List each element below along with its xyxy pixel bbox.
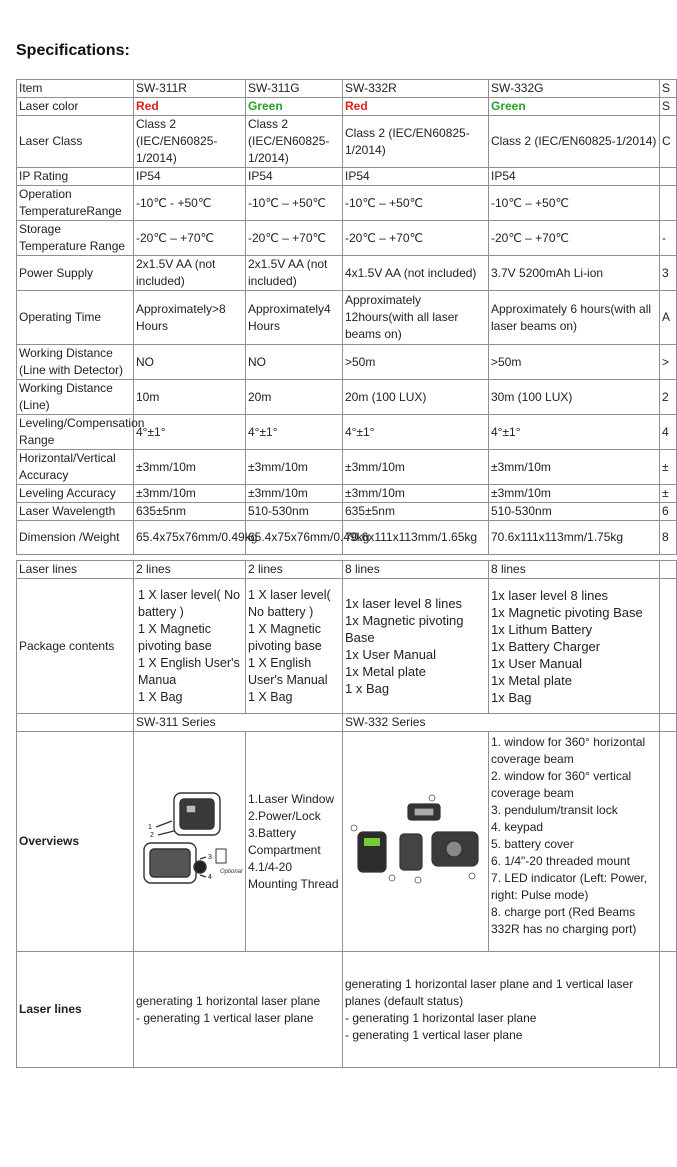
cut-cell: ±: [660, 485, 677, 503]
spec-cell: 4°±1°: [343, 415, 489, 450]
spec-cell: NO: [134, 345, 246, 380]
table-row: [17, 952, 677, 1068]
series-sw311: SW-311 Series: [134, 714, 343, 732]
spec-cell: IP54: [134, 168, 246, 186]
list-item: 1x Battery Charger: [491, 639, 601, 654]
table-row: [17, 732, 677, 952]
list-item: 1 X laser level( No battery ): [248, 587, 331, 619]
svg-text:2: 2: [150, 831, 154, 839]
table-row: [17, 256, 677, 291]
row-label: Laser color: [17, 98, 134, 116]
spec-cell: SW-332G: [489, 80, 660, 98]
spec-cell: 70.6x111x113mm/1.75kg: [489, 521, 660, 555]
row-label: Laser Class: [17, 116, 134, 168]
spec-cell: Red: [343, 98, 489, 116]
sw311-laser-lines-desc: [134, 952, 343, 1068]
spec-cell: IP54: [489, 168, 660, 186]
list-item: 1x User Manual: [345, 647, 437, 662]
spec-cell: -20℃ – +70℃: [343, 221, 489, 256]
table-row: [17, 80, 677, 98]
spec-cell: -10℃ – +50℃: [246, 186, 343, 221]
optional-caption: Optional: [220, 868, 243, 875]
list-item: - generating 1 vertical laser plane: [345, 1027, 523, 1042]
spec-cell: -10℃ - +50℃: [134, 186, 246, 221]
svg-text:4: 4: [208, 873, 212, 881]
table-row: [17, 221, 677, 256]
spec-cell: ±3mm/10m: [489, 450, 660, 485]
row-label: Laser Wavelength: [17, 503, 134, 521]
list-item: 4.1/4-20 Mounting Thread: [248, 859, 339, 891]
spec-cell: 70.6x111x113mm/1.65kg: [343, 521, 489, 555]
svg-text:3: 3: [208, 853, 212, 861]
spec-cell: Approximately>8 Hours: [134, 291, 246, 345]
cut-cell: 3: [660, 256, 677, 291]
list-item: generating 1 horizontal laser plane and 1 vertical laser planes (default status): [345, 976, 634, 1008]
row-label: Leveling Accuracy: [17, 485, 134, 503]
row-label: Storage Temperature Range: [17, 221, 134, 256]
list-item: 1 X Magnetic pivoting base: [138, 621, 212, 653]
list-item: 1x Metal plate: [491, 673, 572, 688]
list-item: 3.Battery Compartment: [248, 825, 321, 857]
spec-cell: 10m: [134, 380, 246, 415]
spec-cell: -20℃ – +70℃: [134, 221, 246, 256]
spec-cell: ±3mm/10m: [246, 485, 343, 503]
spec-cell: 2x1.5V AA (not included): [246, 256, 343, 291]
spec-cell: ±3mm/10m: [246, 450, 343, 485]
spec-cell: SW-311G: [246, 80, 343, 98]
spec-cell: 635±5nm: [134, 503, 246, 521]
list-item: 1 x Bag: [345, 681, 390, 696]
spec-cell: 65.4x75x76mm/0.49kg: [134, 521, 246, 555]
spec-cell: Class 2 (IEC/EN60825-1/2014): [246, 116, 343, 168]
spec-cell: 510-530nm: [489, 503, 660, 521]
list-item: - generating 1 horizontal laser plane: [345, 1010, 537, 1025]
spec-cell: SW-332R: [343, 80, 489, 98]
cut-cell: [660, 732, 677, 952]
sw311-overview-list: [246, 732, 343, 952]
table-row: [17, 714, 677, 732]
spec-cell: IP54: [246, 168, 343, 186]
spec-cell: Approximately4 Hours: [246, 291, 343, 345]
spec-cell: Approximately 6 hours(with all laser beams on): [489, 291, 660, 345]
spec-cell: ±3mm/10m: [134, 485, 246, 503]
spec-cell: Class 2 (IEC/EN60825-1/2014): [134, 116, 246, 168]
spec-cell: IP54: [343, 168, 489, 186]
cell-sw332g: 8 lines: [489, 561, 660, 579]
list-item: 1x Metal plate: [345, 664, 426, 679]
laser-level-8-lines-illustration: [348, 792, 484, 892]
list-item: 7. LED indicator (Left: Power, right: Pulse mode): [491, 871, 648, 902]
specifications-table: [16, 79, 677, 555]
row-label: Leveling/Compensation Range: [17, 415, 134, 450]
laser-level-illustration: [136, 787, 244, 897]
cell-sw311r: 2 lines: [134, 561, 246, 579]
cut-cell: [660, 714, 677, 732]
list-item: 2. window for 360° vertical coverage beam: [491, 769, 632, 800]
spec-cell: 65.4x75x76mm/0.49kg: [246, 521, 343, 555]
row-label: Package contents: [17, 579, 134, 714]
table-row: [17, 186, 677, 221]
list-item: 4. keypad: [491, 820, 544, 834]
table-row: [17, 291, 677, 345]
list-item: 1x Lithum Battery: [491, 622, 593, 637]
spec-cell: 4°±1°: [134, 415, 246, 450]
cut-cell: [660, 168, 677, 186]
page-title: Specifications:: [16, 42, 130, 59]
list-item: 1x laser level 8 lines: [491, 588, 609, 603]
spec-cell: Green: [489, 98, 660, 116]
cut-cell: C: [660, 116, 677, 168]
list-item: 6. 1/4"-20 threaded mount: [491, 854, 631, 868]
cut-cell: -: [660, 221, 677, 256]
list-item: 1. window for 360° horizontal coverage beam: [491, 735, 646, 766]
spec-cell: 3.7V 5200mAh Li-ion: [489, 256, 660, 291]
table-row: [17, 503, 677, 521]
spec-cell: Class 2 (IEC/EN60825-1/2014): [489, 116, 660, 168]
spec-cell: Approximately 12hours(with all laser beams on): [343, 291, 489, 345]
row-label: Horizontal/Vertical Accuracy: [17, 450, 134, 485]
list-item: 5. battery cover: [491, 837, 574, 851]
spec-cell: >50m: [343, 345, 489, 380]
row-label: Working Distance (Line): [17, 380, 134, 415]
row-label: Power Supply: [17, 256, 134, 291]
spec-cell: 4°±1°: [246, 415, 343, 450]
cut-cell: [660, 952, 677, 1068]
table-row: [17, 98, 677, 116]
series-sw332: SW-332 Series: [343, 714, 660, 732]
spec-cell: Green: [246, 98, 343, 116]
package-sw311r: [134, 579, 246, 714]
list-item: 1x Magnetic pivoting Base: [345, 613, 464, 645]
package-sw332g: [489, 579, 660, 714]
spec-cell: Red: [134, 98, 246, 116]
spec-cell: NO: [246, 345, 343, 380]
list-item: generating 1 horizontal laser plane: [136, 993, 321, 1008]
spec-cell: ±3mm/10m: [343, 485, 489, 503]
sw332-illustration-cell: [343, 732, 489, 952]
row-label: Operating Time: [17, 291, 134, 345]
spec-cell: 4°±1°: [489, 415, 660, 450]
list-item: 1.Laser Window: [248, 791, 335, 806]
table-row: [17, 380, 677, 415]
table-row: [17, 561, 677, 579]
package-sw332r: [343, 579, 489, 714]
package-sw311g: [246, 579, 343, 714]
spec-cell: -20℃ – +70℃: [489, 221, 660, 256]
spec-cell: SW-311R: [134, 80, 246, 98]
cell-sw311g: 2 lines: [246, 561, 343, 579]
list-item: 1 X Bag: [138, 689, 183, 704]
cut-cell: 8: [660, 521, 677, 555]
list-item: 1x User Manual: [491, 656, 583, 671]
list-item: 1 X Magnetic pivoting base: [248, 621, 322, 653]
cut-cell: 2: [660, 380, 677, 415]
table-row: [17, 485, 677, 503]
svg-text:1: 1: [148, 823, 152, 831]
cut-cell: S: [660, 98, 677, 116]
spec-cell: 2x1.5V AA (not included): [134, 256, 246, 291]
cut-cell: >: [660, 345, 677, 380]
list-item: 1x Bag: [491, 690, 532, 705]
spec-cell: 510-530nm: [246, 503, 343, 521]
cut-cell: S: [660, 80, 677, 98]
list-item: 1 X English User's Manua: [138, 655, 240, 687]
row-label: Laser lines: [17, 561, 134, 579]
list-item: - generating 1 vertical laser plane: [136, 1010, 314, 1025]
spec-cell: ±3mm/10m: [343, 450, 489, 485]
spec-cell: -20℃ – +70℃: [246, 221, 343, 256]
list-item: 1x laser level 8 lines: [345, 596, 463, 611]
spec-cell: 20m: [246, 380, 343, 415]
cut-cell: A: [660, 291, 677, 345]
list-item: 1 X English User's Manual: [248, 655, 328, 687]
sw332-overview-list: [489, 732, 660, 952]
cut-cell: [660, 561, 677, 579]
row-label: Dimension /Weight: [17, 521, 134, 555]
table-row: [17, 415, 677, 450]
list-item: 1x Magnetic pivoting Base: [491, 605, 643, 620]
list-item: 1 X Bag: [248, 689, 293, 704]
spec-cell: Class 2 (IEC/EN60825-1/2014): [343, 116, 489, 168]
package-overview-table: [16, 560, 677, 1068]
spec-cell: 20m (100 LUX): [343, 380, 489, 415]
spec-cell: -10℃ – +50℃: [343, 186, 489, 221]
spec-cell: >50m: [489, 345, 660, 380]
table-row: [17, 116, 677, 168]
spec-cell: ±3mm/10m: [489, 485, 660, 503]
list-item: 2.Power/Lock: [248, 808, 321, 823]
cut-cell: ±: [660, 450, 677, 485]
cut-cell: 6: [660, 503, 677, 521]
row-label: Laser lines: [17, 952, 134, 1068]
row-label: Item: [17, 80, 134, 98]
spec-cell: 4x1.5V AA (not included): [343, 256, 489, 291]
table-row: [17, 521, 677, 555]
table-row: [17, 168, 677, 186]
row-label: Working Distance (Line with Detector): [17, 345, 134, 380]
row-label: Overviews: [17, 732, 134, 952]
empty-cell: [17, 714, 134, 732]
spec-cell: 30m (100 LUX): [489, 380, 660, 415]
spec-cell: ±3mm/10m: [134, 450, 246, 485]
cut-cell: [660, 579, 677, 714]
list-item: 1 X laser level( No battery ): [138, 587, 241, 619]
table-row: [17, 579, 677, 714]
row-label: IP Rating: [17, 168, 134, 186]
sw311-illustration-cell: [134, 732, 246, 952]
cut-cell: 4: [660, 415, 677, 450]
sw332-laser-lines-desc: [343, 952, 660, 1068]
table-row: [17, 450, 677, 485]
cell-sw332r: 8 lines: [343, 561, 489, 579]
table-row: [17, 345, 677, 380]
cut-cell: [660, 186, 677, 221]
spec-cell: 635±5nm: [343, 503, 489, 521]
list-item: 3. pendulum/transit lock: [491, 803, 618, 817]
row-label: Operation TemperatureRange: [17, 186, 134, 221]
list-item: 8. charge port (Red Beams 332R has no charging port): [491, 905, 637, 936]
spec-cell: -10℃ – +50℃: [489, 186, 660, 221]
